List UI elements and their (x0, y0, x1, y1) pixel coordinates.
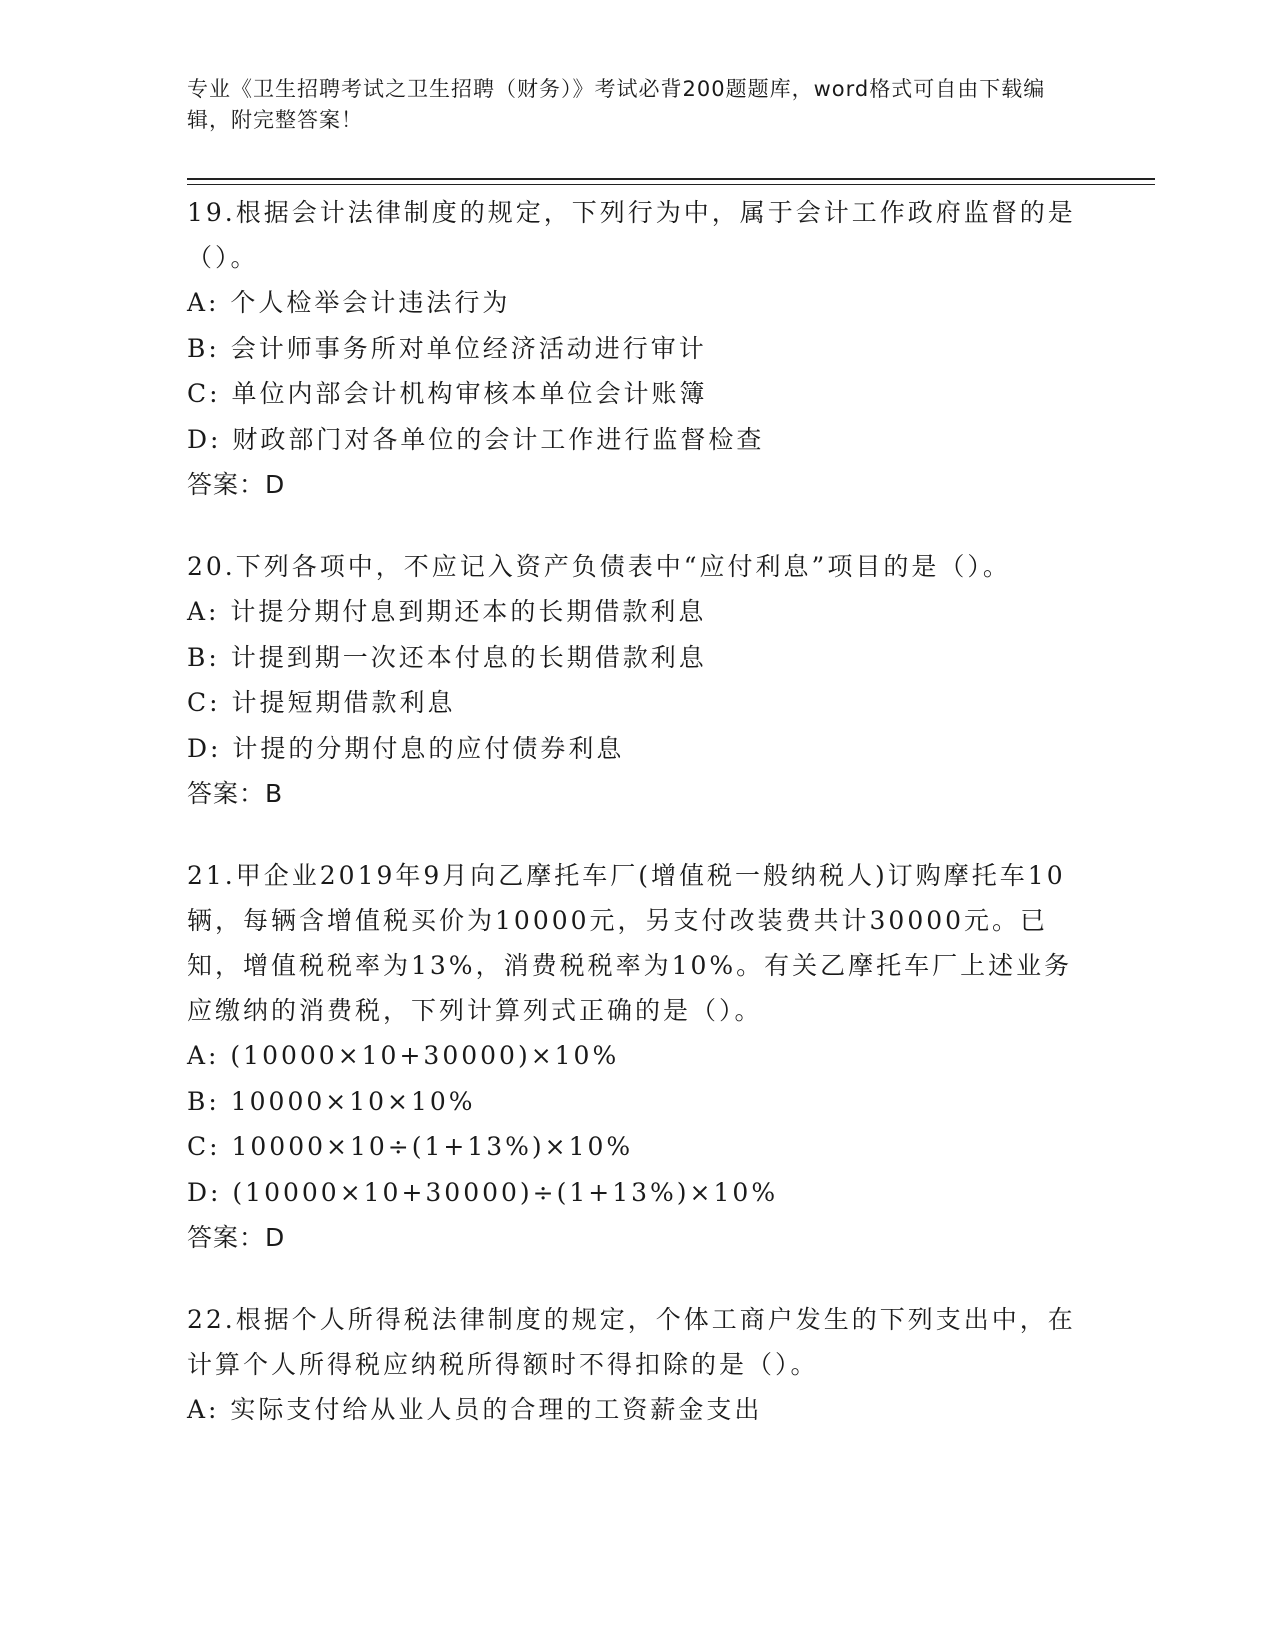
answer-line: 答案：D (187, 1223, 286, 1252)
option-a: A: (10000×10+30000)×10% (187, 1041, 620, 1070)
question-22 (187, 1295, 1087, 1433)
option-b: B: 会计师事务所对单位经济活动进行审计 (187, 333, 707, 363)
question-stem: 19.根据会计法律制度的规定，下列行为中，属于会计工作政府监督的是（）。 (187, 198, 1076, 272)
option-a: A: 实际支付给从业人员的合理的工资薪金支出 (187, 1395, 763, 1424)
option-c: C: 单位内部会计机构审核本单位会计账簿 (187, 379, 708, 408)
option-c: C: 10000×10÷(1+13%)×10% (187, 1132, 634, 1161)
question-list (187, 188, 1087, 1468)
option-d: D: 计提的分期付息的应付债券利息 (187, 733, 625, 763)
header-rule-thin (187, 184, 1155, 185)
answer-line: 答案：B (187, 779, 284, 808)
answer-line: 答案：D (187, 470, 286, 499)
option-a: A: 个人检举会计违法行为 (187, 288, 511, 317)
question-21 (187, 851, 1087, 1260)
question-stem: 20.下列各项中，不应记入资产负债表中“应付利息”项目的是（）。 (187, 552, 1011, 581)
option-b: B: 计提到期一次还本付息的长期借款利息 (187, 642, 707, 672)
option-d: D: (10000×10+30000)÷(1+13%)×10% (187, 1177, 779, 1207)
header-rule-thick (187, 178, 1155, 180)
option-b: B: 10000×10×10% (187, 1086, 476, 1116)
page-header: 专业《卫生招聘考试之卫生招聘（财务）》考试必背200题题库，word格式可自由下载编辑，附完整答案！ (187, 77, 1046, 132)
question-stem: 22.根据个人所得税法律制度的规定，个体工商户发生的下列支出中，在计算个人所得税应纳税所得额时不得扣除的是（）。 (187, 1305, 1076, 1379)
option-d: D: 财政部门对各单位的会计工作进行监督检查 (187, 424, 765, 454)
option-a: A: 计提分期付息到期还本的长期借款利息 (187, 597, 707, 626)
question-20 (187, 542, 1087, 816)
question-19 (187, 188, 1087, 507)
question-stem: 21.甲企业2019年9月向乙摩托车厂(增值税一般纳税人)订购摩托车10辆，每辆含增值税买价为10000元，另支付改装费共计30000元。已知，增值税税率为13%，消费税税率为10%。有关乙摩托车厂上述业务应缴纳的消费税，下列计算列式正确的是（）。 (187, 861, 1073, 1025)
option-c: C: 计提短期借款利息 (187, 688, 456, 717)
